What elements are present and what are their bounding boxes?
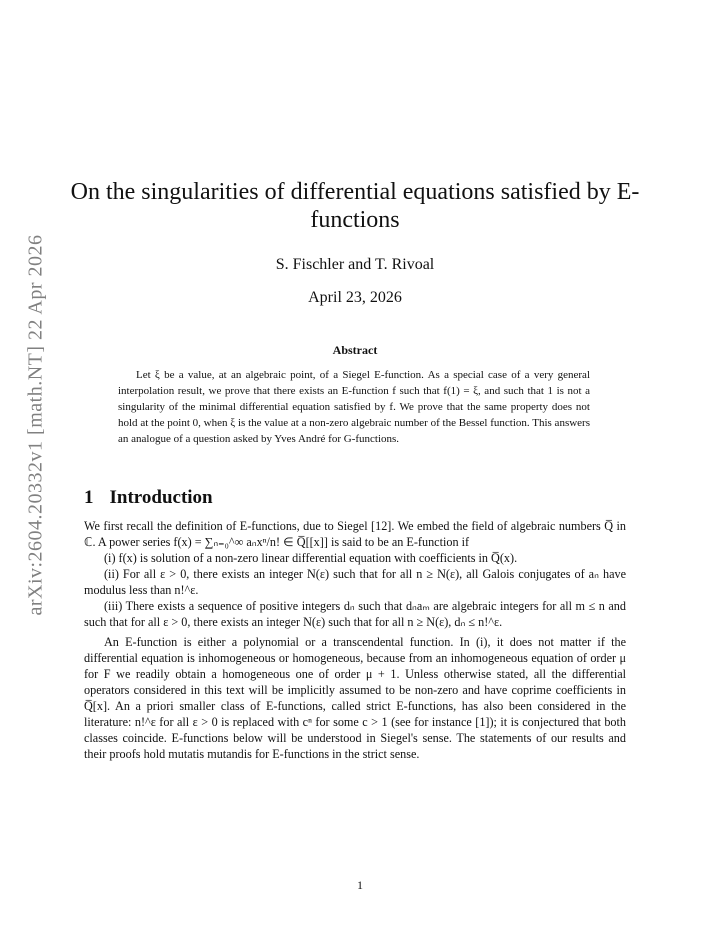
paper-date: April 23, 2026 (308, 289, 402, 306)
paper-title: On the singularities of differential equations satisfied by E-functions (70, 179, 640, 233)
section-heading (84, 487, 213, 509)
paper-authors: S. Fischler and T. Rivoal (275, 256, 435, 273)
paragraph-condition-iii: (iii) There exists a sequence of positive integers dₙ such that dₙaₘ are algebraic integers for all m ≤ n and such that for all ε > 0, there exists an integer N(ε) such that for all n ≥ N(ε), dₙ ≤ n!^ε. (84, 599, 626, 629)
paragraph-condition-ii: (ii) For all ε > 0, there exists an integer N(ε) such that for all n ≥ N(ε), all Galois conjugates of aₙ have modulus less than n!^ε. (84, 567, 626, 597)
section-number: 1 (84, 487, 94, 508)
section-body (84, 518, 626, 762)
page-number: 1 (357, 878, 363, 892)
paragraph-discussion: An E-function is either a polynomial or a transcendental function. In (i), it does not matter if the differential equation is inhomogeneous or homogeneous, because from an inhomogeneous equation of order μ for F we readily obtain a homogeneous one of order μ + 1. Unless otherwise stated, all the differential operators considered in this text will be implicitly assumed to be non-zero and have coprime coefficients in Q̅[x]. An a priori smaller class of E-functions, called strict E-functions, has also been considered in the literature: n!^ε for all ε > 0 is replaced with cⁿ for some c > 1 (see for instance [1]); it is conjectured that both classes coincide. E-functions below will be understood in Siegel's sense. The statements of our results and their proofs hold mutatis mutandis for E-functions in the strict sense. (84, 635, 626, 761)
paragraph-condition-i: (i) f(x) is solution of a non-zero linear differential equation with coefficients in Q̅(x). (104, 551, 518, 565)
abstract-text: Let ξ be a value, at an algebraic point, of a Siegel E-function. As a special case of a very general interpolation result, we prove that there exists an E-function f such that f(1) = ξ, and such that 1 is not a singularity of the minimal differential equation satisfied by f. We prove that the same property does not hold at the point 0, when ξ is the value at a non-zero algebraic number of the Bessel function. This answers an analogue of a question asked by Yves André for G-functions. (118, 369, 590, 445)
paragraph-definition-intro: We first recall the definition of E-functions, due to Siegel [12]. We embed the field of algebraic numbers Q̅ in ℂ. A power series f(x) = ∑ₙ₌₀^∞ aₙxⁿ/n! ∈ Q̅[[x]] is said to be an E-function if (84, 519, 626, 549)
section-title: Introduction (109, 487, 213, 508)
abstract-heading: Abstract (332, 343, 378, 357)
arxiv-identifier[interactable]: arXiv:2604.20332v1 [math.NT] 22 Apr 2026 (24, 234, 47, 616)
